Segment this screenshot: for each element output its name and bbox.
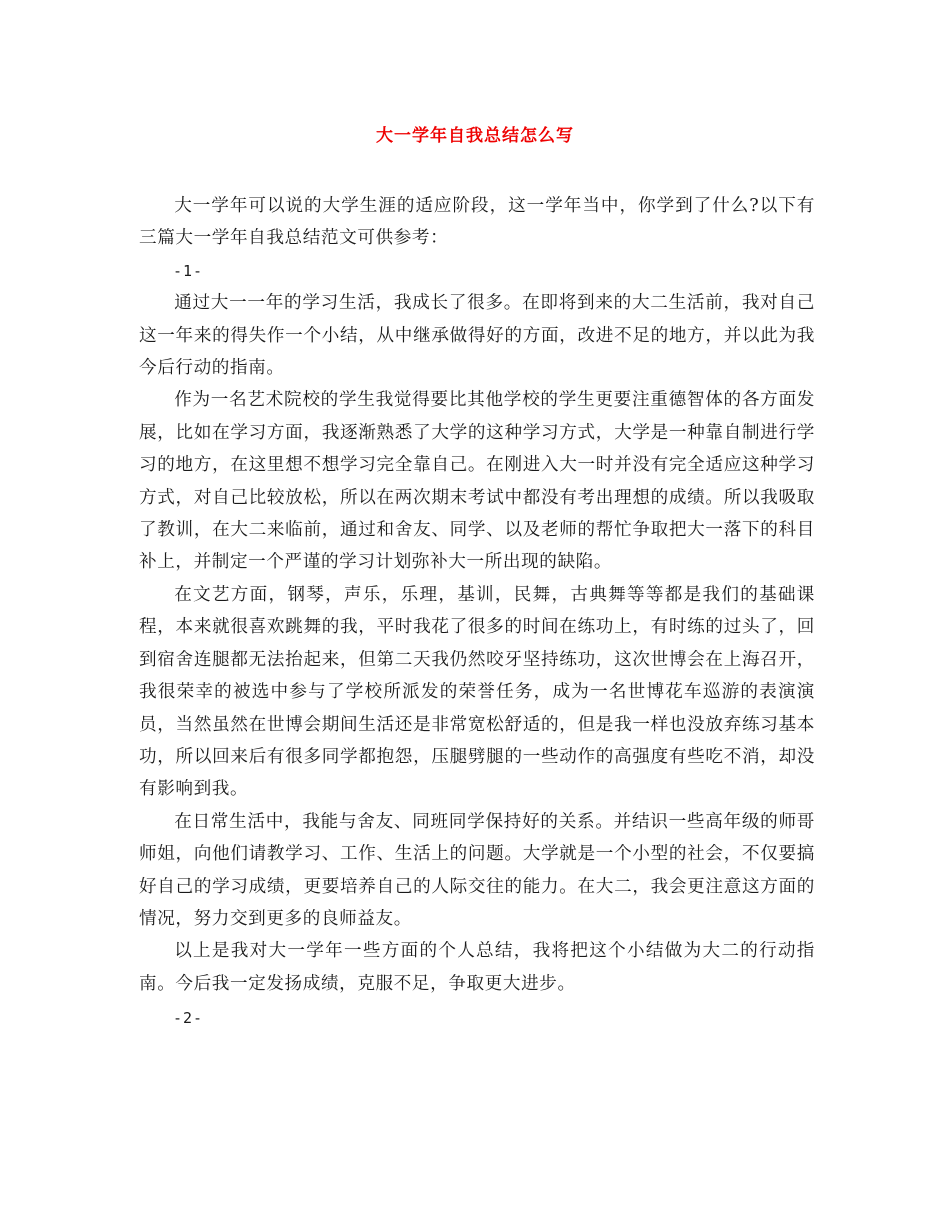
document-title: 大一学年自我总结怎么写 [376, 126, 574, 146]
section-marker-1: -1- [173, 261, 204, 280]
document-body [139, 190, 815, 1035]
body-paragraph: 在日常生活中，我能与舍友、同班同学保持好的关系。并结识一些高年级的师哥师姐，向他们请教学习、工作、生活上的问题。大学就是一个小型的社会，不仅要搞好自己的学习成绩，更要培养自己的人际交往的能力。在大二，我会更注意这方面的情况，努力交到更多的良师益友。 [139, 811, 815, 929]
body-paragraph: 以上是我对大一学年一些方面的个人总结，我将把这个小结做为大二的行动指南。今后我一定发扬成绩，克服不足，争取更大进步。 [139, 941, 815, 994]
intro-paragraph: 大一学年可以说的大学生涯的适应阶段，这一学年当中，你学到了什么?以下有三篇大一学年自我总结范文可供参考： [139, 196, 815, 249]
body-paragraph: 作为一名艺术院校的学生我觉得要比其他学校的学生更要注重德智体的各方面发展，比如在学习方面，我逐渐熟悉了大学的这种学习方式，大学是一种靠自制进行学习的地方，在这里想不想学习完全靠自己。在刚进入大一时并没有完全适应这种学习方式，对自己比较放松，所以在两次期末考试中都没有考出理想的成绩。所以我吸取了教训，在大二来临前，通过和舍友、同学、以及老师的帮忙争取把大一落下的科目补上，并制定一个严谨的学习计划弥补大一所出现的缺陷。 [139, 390, 815, 573]
section-marker-2: -2- [173, 1009, 204, 1028]
body-paragraph: 通过大一一年的学习生活，我成长了很多。在即将到来的大二生活前，我对自己这一年来的得失作一个小结，从中继承做得好的方面，改进不足的地方，并以此为我今后行动的指南。 [139, 293, 815, 379]
body-paragraph: 在文艺方面，钢琴，声乐，乐理，基训，民舞，古典舞等等都是我们的基础课程，本来就很喜欢跳舞的我，平时我花了很多的时间在练功上，有时练的过头了，回到宿舍连腿都无法抬起来，但第二天我仍然咬牙坚持练功，这次世博会在上海召开，我很荣幸的被选中参与了学校所派发的荣誉任务，成为一名世博花车巡游的表演演员，当然虽然在世博会期间生活还是非常宽松舒适的，但是我一样也没放弃练习基本功，所以回来后有很多同学都抱怨，压腿劈腿的一些动作的高强度有些吃不消，却没有影响到我。 [139, 584, 815, 800]
